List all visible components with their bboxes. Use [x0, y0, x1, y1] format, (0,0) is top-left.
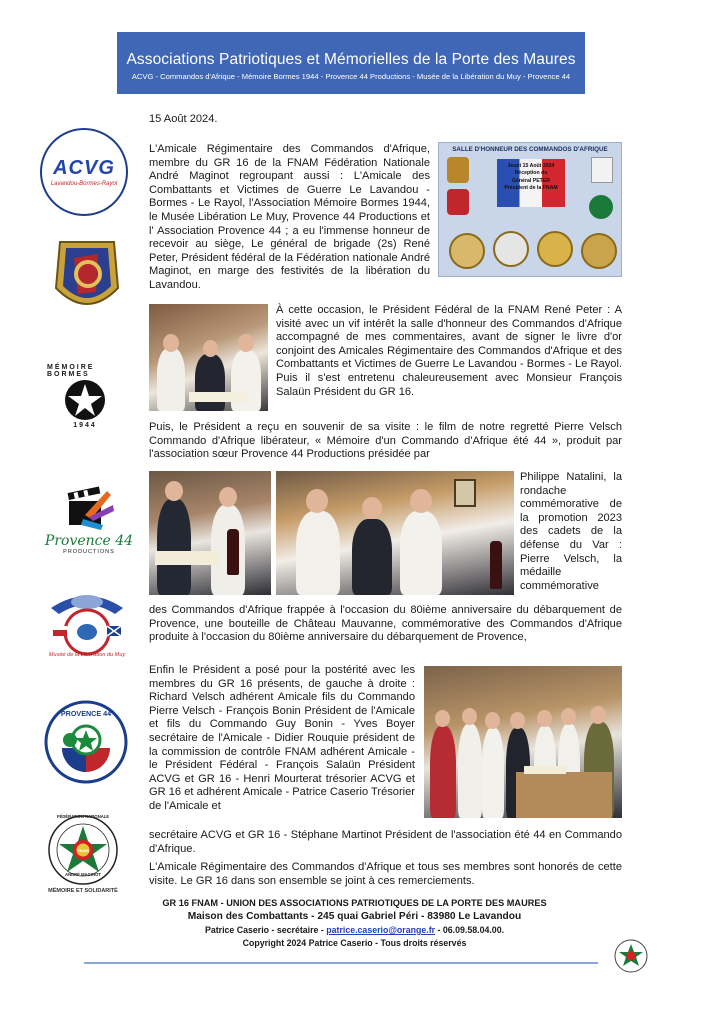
photo-signing-livre-dor [149, 304, 268, 411]
person-head [561, 708, 576, 725]
person-head [219, 487, 237, 507]
fnam-logo [45, 812, 121, 896]
footer-divider [84, 962, 598, 964]
footer-email-link[interactable]: patrice.caserio@orange.fr [326, 925, 436, 935]
livre-dor-book [155, 551, 219, 565]
person-head [537, 710, 552, 727]
person-head [306, 489, 328, 513]
person [157, 499, 191, 595]
acvg-logo-word: ACVG [53, 157, 115, 179]
footer-copyright: Copyright 2024 Patrice Caserio - Tous droits réservés [242, 938, 467, 948]
person [195, 354, 225, 411]
poster-invitation-text [497, 163, 565, 193]
footer-address: Maison des Combattants - 245 quai Gabriel Péri - 83980 Le Lavandou [187, 911, 522, 922]
person [430, 726, 456, 818]
bormes-logo-bottom-text: 1944 [73, 421, 97, 429]
poster-line-2: Réception du [514, 170, 548, 177]
badge-icon [447, 157, 469, 183]
paragraph-visit: À cette occasion, le Président Fédéral de la FNAM René Peter : A visité avec un vif intérêt la salle d'honneur des Commandos d'Afrique accompagné de mes commentaires, avant de signer le livre d'or conjoint des Amicales Régimentaire des Commandos d'Afrique et des Combattants et Victimes de Guerre Le Lavandou - Bormes - Le Rayol. Puis il s'est entretenu chaleureusement avec Monsieur François Salaün Président du GR 16. [276, 304, 622, 398]
paragraph-gifts-end: des Commandos d'Afrique frappée à l'occasion du 80ième anniversaire du débarquement de Provence, une bouteille de Château Mauvanne, commémorative des Commandos d'Afrique produite à l'occasion du 80ième anniversaire du débarquement de Provence, [149, 604, 622, 644]
provence-44-productions-logo [43, 478, 135, 562]
coin-icon [493, 231, 529, 267]
fnam-logo-arc-bottom: ANDRÉ MAGINOT [65, 872, 101, 877]
bird-emblem-icon [591, 157, 613, 183]
paragraph-closing: L'Amicale Régimentaire des Commandos d'Afrique et tous ses membres sont honorés de cette visite. Le GR 16 dans son ensemble se joint à ces remerciements. [149, 861, 622, 887]
provence-44-wordmark: Provence 44 [44, 533, 134, 549]
person [458, 724, 482, 818]
header-banner [117, 32, 585, 94]
musee-logo-text: Musée de la Libération du Muy [48, 652, 126, 658]
photo-group-gr16 [424, 666, 622, 818]
person-head [163, 334, 179, 352]
person-head [510, 712, 525, 729]
paragraph-gifts-continued: Philippe Natalini, la rondache commémorative de la promotion 2023 des cadets de la défense du Var : Pierre Velsch, la médaille commémorative [520, 471, 622, 592]
person [400, 511, 442, 595]
fnam-logo-motto: MÉMOIRE ET SOLIDARITÉ [48, 888, 118, 894]
paragraph-gifts: Puis, le Président a reçu en souvenir de sa visite : le film de notre regretté Pierre Velsch Commando d'Afrique libérateur, « Mémoire d'un Commando d'Afrique été 44 », produit par l'association sœur Provence 44 Productions présidée par [149, 421, 622, 461]
commando-badge-icon [52, 238, 122, 320]
person-head [485, 712, 500, 729]
header-title: Associations Patriotiques et Mémorielles de la Porte des Maures [126, 51, 576, 68]
coin-icon [581, 233, 617, 269]
footer-contact-prefix: Patrice Caserio - secrétaire - [204, 925, 327, 935]
provence-44-association-text: PROVENCE 44 [60, 709, 112, 718]
paragraph-intro: L'Amicale Régimentaire des Commandos d'Afrique, membre du GR 16 de la FNAM Fédération Nationale André Maginot regroupant aussi : L'Amicale des Combattants et Victimes de Guerre Le Lavandou - Bormes - Le Rayol, l'Association Mémoire Bormes 1944, le Musée Libération Le Muy, Provence 44 Productions et l' Association Provence 44 ; a eu l'immense honneur de recevoir au siège, Le général de brigade (2s) René Peter, Président fédéral de la Fédération nationale André Maginot, en marge des festivités de la libération du Lavandou. [149, 143, 430, 291]
article-date: 15 Août 2024. [149, 113, 218, 125]
provence-44-association-logo [44, 700, 128, 784]
person [352, 519, 392, 595]
provence-44-productions-label: PRODUCTIONS [63, 549, 115, 555]
person-head [165, 481, 183, 501]
poster-line-3: Général PETER [511, 177, 551, 184]
framed-portrait [454, 479, 476, 507]
wine-bottle-icon [490, 541, 502, 589]
person-head [410, 489, 432, 513]
acvg-logo [40, 128, 128, 216]
wine-bottle-icon [227, 529, 239, 575]
person-head [462, 708, 477, 725]
memoire-bormes-logo [47, 356, 123, 436]
film-clapper-icon [63, 485, 115, 531]
paragraph-group-photo: Enfin le Président a posé pour la postérité avec les membres du GR 16 présents, de gauche à droite : Richard Velsch adhérent Amicale fils du Commando Pierre Velsch - François Bonin Président de l'Amicale et fils du Commando Guy Bonin - Yves Boyer secrétaire de l'Amicale - Didier Rouquie président de la commission de contrôle FNAM adhérent Amicale - le Président Fédéral - François Salaün Président ACVG et GR 16 - Henri Mourterat trésorier ACVG et GR 16 et adhérent Amicale - Patrice Caserio Trésorier de l'Amicale et [149, 664, 415, 812]
salle-honneur-poster-photo [438, 142, 622, 277]
photo-gifts-signing [149, 471, 271, 595]
star-icon [63, 378, 107, 422]
person [157, 348, 185, 411]
person [482, 728, 504, 818]
livre-dor-book [524, 766, 566, 774]
wooden-table [516, 772, 612, 818]
poster-line-1: Jeudi 15 Août 2024 [507, 163, 555, 169]
medal-icon [589, 195, 613, 219]
fnam-mini-logo-icon [613, 938, 649, 974]
poster-caption: SALLE D'HONNEUR DES COMMANDOS D'AFRIQUE [452, 146, 608, 153]
footer-contact-suffix: - 06.09.58.04.00. [435, 925, 505, 935]
acvg-logo-subtitle: Lavandou-Bormes-Rayol [50, 181, 118, 187]
coin-icon [449, 233, 485, 269]
header-subtitle: ACVG - Commandos d'Afrique - Mémoire Bormes 1944 - Provence 44 Productions - Musée de la Libération du Muy - Provence 44 [131, 72, 571, 81]
coin-icon [537, 231, 573, 267]
person-head [362, 497, 382, 519]
person-head [203, 340, 218, 357]
person [296, 511, 340, 595]
fnam-logo-arc-top: FÉDÉRATION NATIONALE [56, 814, 110, 819]
bormes-logo-top-text: MÉMOIRE BORMES [47, 363, 95, 378]
person-head [590, 706, 606, 724]
musee-liberation-muy-logo [41, 588, 133, 670]
paragraph-group-photo-end: secrétaire ACVG et GR 16 - Stéphane Martinot Président de l'association été 44 en Commando d'Afrique. [149, 829, 622, 855]
livre-dor-book [189, 392, 249, 402]
fnam-logo-text: FNAM [77, 848, 89, 853]
footer-contact [0, 925, 709, 935]
poster-line-4: Président de la FNAM [504, 185, 558, 192]
badge-icon [447, 189, 469, 215]
person-head [238, 334, 254, 352]
photo-gifts-presentation [276, 471, 514, 595]
footer-union-name: GR 16 FNAM - UNION DES ASSOCIATIONS PATRIOTIQUES DE LA PORTE DES MAURES [162, 898, 547, 908]
person-head [435, 710, 450, 727]
